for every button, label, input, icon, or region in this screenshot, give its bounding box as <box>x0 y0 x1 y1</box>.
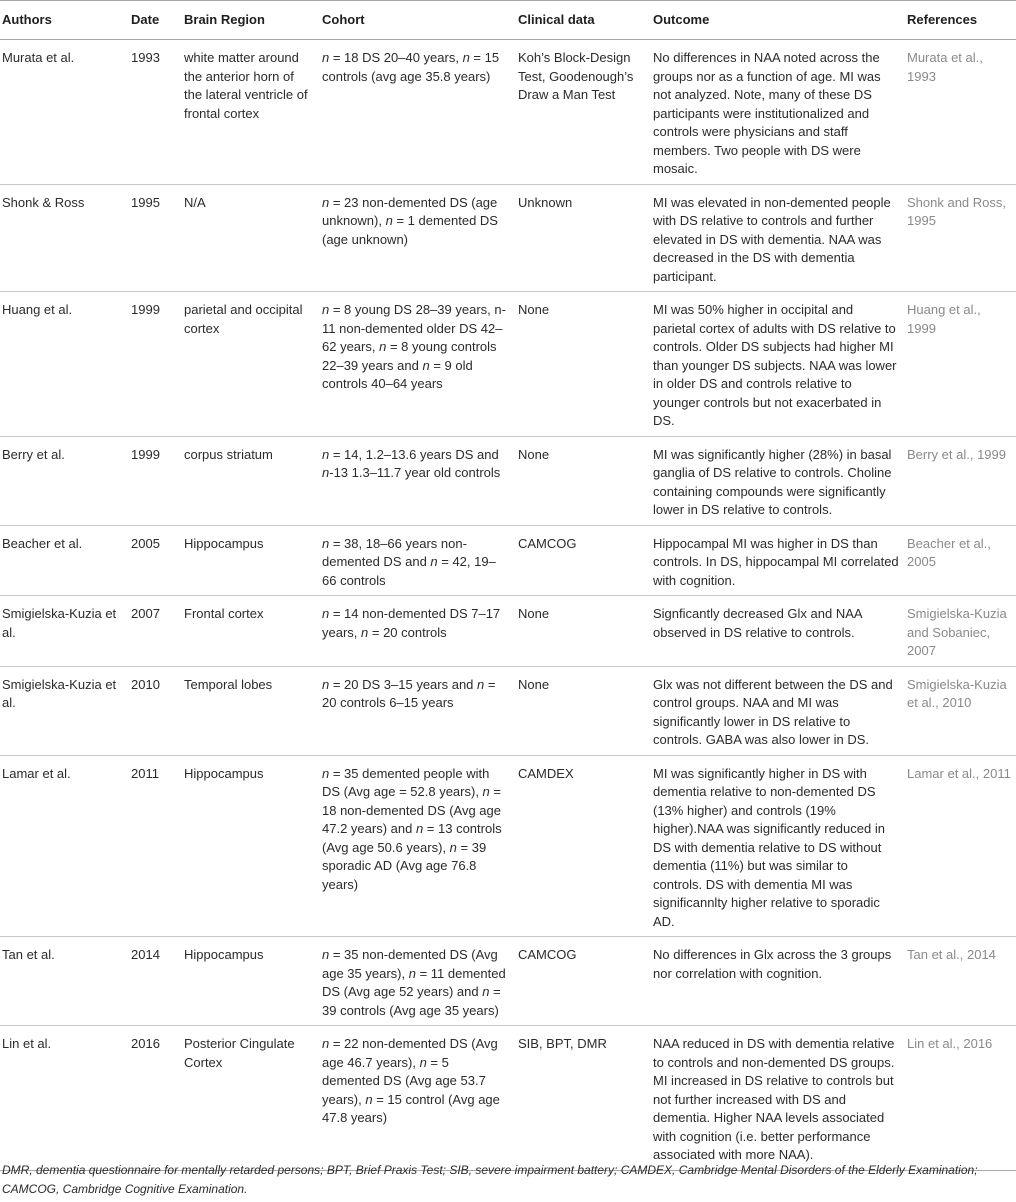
cohort-n-symbol: n <box>322 1036 330 1051</box>
cohort-n-symbol: n <box>482 784 490 799</box>
cell-cohort <box>318 436 514 525</box>
cell-clinical-data: CAMCOG <box>514 525 649 596</box>
cell-reference-link: Berry et al., 1999 <box>903 436 1016 525</box>
cohort-n-symbol: n <box>365 1091 373 1107</box>
cell-date: 1999 <box>127 436 180 525</box>
cell-reference-link: Murata et al., 1993 <box>903 40 1016 185</box>
cell-outcome: Hippocampal MI was higher in DS than controls. In DS, hippocampal MI correlated with cognition. <box>649 525 903 596</box>
cell-clinical-data: None <box>514 436 649 525</box>
cohort-text: = 35 demented people with DS (Avg age = 52.8 years), <box>322 765 490 799</box>
cell-authors: Lamar et al. <box>0 755 127 937</box>
cell-outcome: No differences in NAA noted across the groups nor as a function of age. MI was not analyzed. Note, many of these DS participants were institutionalized and controls were physicians and staff members. Two people with DS were mosaic. <box>649 40 903 185</box>
cell-date: 1993 <box>127 40 180 185</box>
cell-reference-link: Smigielska-Kuzia et al., 2010 <box>903 666 1016 755</box>
cohort-text: = 39 controls (Avg age 35 years) <box>322 984 501 1018</box>
cohort-n-symbol: n <box>322 302 330 317</box>
cell-brain-region: Hippocampus <box>180 525 318 596</box>
cohort-text: = 11 demented DS (Avg age 52 years) and <box>322 965 506 999</box>
cohort-text: = 1 demented DS (age unknown) <box>322 213 498 247</box>
cell-authors: Berry et al. <box>0 436 127 525</box>
cell-outcome: MI was elevated in non-demented people with DS relative to controls and further elevated in DS with dementia. NAA was decreased in the DS with dementia participant. <box>649 184 903 292</box>
cohort-text: = 15 controls (avg age 35.8 years) <box>322 50 500 84</box>
cohort-text: = 18 DS 20–40 years, <box>329 50 463 65</box>
cohort-text: = 22 non-demented DS (Avg age 46.7 years), <box>322 1036 498 1070</box>
cell-reference-link: Beacher et al., 2005 <box>903 525 1016 596</box>
cohort-text: = 20 DS 3–15 years and <box>329 676 478 692</box>
cohort-text: = 18 non-demented DS (Avg age 47.2 years) and <box>322 784 501 836</box>
cell-date: 2014 <box>127 937 180 1026</box>
cell-authors: Tan et al. <box>0 937 127 1026</box>
header-date: Date <box>127 1 180 40</box>
cohort-n-symbol: n <box>462 50 470 65</box>
cohort-text: = 20 controls 6–15 years <box>322 676 496 710</box>
cell-brain-region: Posterior Cingulate Cortex <box>180 1026 318 1171</box>
header-outcome: Outcome <box>649 1 903 40</box>
header-clinical-data: Clinical data <box>514 1 649 40</box>
cell-outcome: MI was 50% higher in occipital and parietal cortex of adults with DS relative to controls. Older DS subjects had higher MI than younger DS subjects. NAA was lower in older DS and controls relative to younger controls but not exacerbated in DS. <box>649 292 903 437</box>
cohort-n-symbol: n <box>379 339 387 354</box>
cell-authors: Smigielska-Kuzia et al. <box>0 596 127 667</box>
cohort-text: = 5 demented DS (Avg age 53.7 years), <box>322 1054 486 1107</box>
table-row <box>0 436 1016 525</box>
cohort-text: = 39 sporadic AD (Avg age 76.8 years) <box>322 839 487 892</box>
cell-outcome: MI was significantly higher in DS with dementia relative to non-demented DS (13% higher) and controls (19% higher).NAA was significantly reduced in DS with dementia relative to DS without dementia (11%) but was similar to controls. DS with dementia MI was significannlty higher relative to sporadic AD. <box>649 755 903 937</box>
table-body <box>0 40 1016 1171</box>
cell-clinical-data: CAMCOG <box>514 937 649 1026</box>
cell-brain-region: Frontal cortex <box>180 596 318 667</box>
cohort-n-symbol: n <box>322 676 330 692</box>
table-footnote: DMR, dementia questionnaire for mentally retarded persons; BPT, Brief Praxis Test; SIB, severe impairment battery; CAMDEX, Cambridge Mental Disorders of the Elderly Examination; CAMCOG, Cambridge Cognitive Examination. <box>2 1163 978 1196</box>
cell-date: 1995 <box>127 184 180 292</box>
cell-reference-link: Lamar et al., 2011 <box>903 755 1016 937</box>
cell-reference-link: Huang et al., 1999 <box>903 292 1016 437</box>
cell-date: 1999 <box>127 292 180 437</box>
header-authors: Authors <box>0 1 127 40</box>
cohort-n-symbol: n <box>422 357 430 373</box>
cohort-n-symbol: n <box>415 821 424 836</box>
cell-authors: Smigielska-Kuzia et al. <box>0 666 127 755</box>
cell-date: 2005 <box>127 525 180 596</box>
cell-cohort <box>318 937 514 1026</box>
cell-reference-link: Shonk and Ross, 1995 <box>903 184 1016 292</box>
table-row <box>0 525 1016 596</box>
cohort-text: = 8 young DS 28–39 years, n-11 non-demented older DS 42–62 years, <box>322 302 506 354</box>
cohort-n-symbol: n <box>322 50 330 65</box>
table-row <box>0 937 1016 1026</box>
cell-cohort <box>318 40 514 185</box>
cell-brain-region: white matter around the anterior horn of the lateral ventricle of frontal cortex <box>180 40 318 185</box>
cohort-text: = 14 non-demented DS 7–17 years, <box>322 606 501 640</box>
cohort-text: -13 1.3–11.7 year old controls <box>329 465 501 480</box>
cohort-n-symbol: n <box>385 213 393 228</box>
cell-outcome: NAA reduced in DS with dementia relative to controls and non-demented DS groups. MI increased in DS relative to controls but not further increased with DS and dementia. Higher NAA levels associated with cognition (i.e. better performance associated with more NAA). <box>649 1026 903 1171</box>
cell-clinical-data: None <box>514 596 649 667</box>
cell-brain-region: Hippocampus <box>180 937 318 1026</box>
table-row <box>0 40 1016 185</box>
cohort-n-symbol: n <box>322 947 330 962</box>
cell-brain-region: N/A <box>180 184 318 292</box>
cell-authors: Lin et al. <box>0 1026 127 1171</box>
cell-reference-link: Smigielska-Kuzia and Sobaniec, 2007 <box>903 596 1016 667</box>
cohort-text: = 9 old controls 40–64 years <box>322 357 473 391</box>
header-brain-region: Brain Region <box>180 1 318 40</box>
header-references: References <box>903 1 1016 40</box>
table-row <box>0 1026 1016 1171</box>
cohort-n-symbol: n <box>322 465 330 480</box>
cohort-text: = 15 control (Avg age 47.8 years) <box>322 1091 500 1125</box>
cohort-n-symbol: n <box>477 676 485 692</box>
table-row <box>0 666 1016 755</box>
cell-clinical-data: CAMDEX <box>514 755 649 937</box>
cell-cohort <box>318 1026 514 1171</box>
cell-outcome: No differences in Glx across the 3 groups nor correlation with cognition. <box>649 937 903 1026</box>
cell-brain-region: Hippocampus <box>180 755 318 937</box>
cell-cohort <box>318 184 514 292</box>
cell-date: 2011 <box>127 755 180 937</box>
cell-cohort <box>318 755 514 937</box>
header-cohort: Cohort <box>318 1 514 40</box>
cell-date: 2016 <box>127 1026 180 1171</box>
cohort-n-symbol: n <box>449 839 457 855</box>
cell-authors: Huang et al. <box>0 292 127 437</box>
header-row <box>0 1 1016 40</box>
cohort-n-symbol: n <box>419 1054 427 1070</box>
cell-brain-region: Temporal lobes <box>180 666 318 755</box>
cohort-n-symbol: n <box>361 624 369 640</box>
cohort-text: = 42, 19–66 controls <box>322 554 496 588</box>
cohort-n-symbol: n <box>322 765 330 781</box>
cohort-text: = 38, 18–66 years non-demented DS and <box>322 535 467 569</box>
cohort-n-symbol: n <box>322 194 330 210</box>
cell-clinical-data: None <box>514 666 649 755</box>
cohort-n-symbol: n <box>430 554 438 569</box>
cell-cohort <box>318 596 514 667</box>
cohort-n-symbol: n <box>482 984 490 999</box>
cohort-n-symbol: n <box>408 965 416 981</box>
cohort-text: = 20 controls <box>368 624 447 640</box>
cell-date: 2007 <box>127 596 180 667</box>
cell-clinical-data: Koh’s Block-Design Test, Goodenough’s Draw a Man Test <box>514 40 649 185</box>
cell-outcome: Glx was not different between the DS and control groups. NAA and MI was significantly lower in DS relative to controls. GABA was also lower in DS. <box>649 666 903 755</box>
cohort-n-symbol: n <box>322 606 330 621</box>
cell-cohort <box>318 292 514 437</box>
cell-outcome: MI was significantly higher (28%) in basal ganglia of DS relative to controls. Choline containing compounds were significantly lower in DS relative to controls. <box>649 436 903 525</box>
table-row <box>0 596 1016 667</box>
cell-date: 2010 <box>127 666 180 755</box>
cell-clinical-data: SIB, BPT, DMR <box>514 1026 649 1171</box>
cell-reference-link: Tan et al., 2014 <box>903 937 1016 1026</box>
cell-reference-link: Lin et al., 2016 <box>903 1026 1016 1171</box>
cohort-text: = 8 young controls 22–39 years and <box>322 339 497 373</box>
table-row <box>0 755 1016 937</box>
cell-cohort <box>318 525 514 596</box>
cell-brain-region: parietal and occipital cortex <box>180 292 318 437</box>
table-row <box>0 292 1016 437</box>
cell-outcome: Signficantly decreased Glx and NAA observed in DS relative to controls. <box>649 596 903 667</box>
cohort-text: = 13 controls (Avg age 50.6 years), <box>322 821 502 855</box>
cohort-text: = 23 non-demented DS (age unknown), <box>322 194 498 228</box>
table-row <box>0 184 1016 292</box>
cell-authors: Murata et al. <box>0 40 127 185</box>
cohort-text: = 14, 1.2–13.6 years DS and <box>329 446 499 462</box>
cell-authors: Shonk & Ross <box>0 184 127 292</box>
cohort-n-symbol: n <box>322 535 330 551</box>
cell-cohort <box>318 666 514 755</box>
cohort-text: = 35 non-demented DS (Avg age 35 years), <box>322 947 498 981</box>
cell-brain-region: corpus striatum <box>180 436 318 525</box>
cell-clinical-data: None <box>514 292 649 437</box>
cell-authors: Beacher et al. <box>0 525 127 596</box>
cohort-n-symbol: n <box>322 446 330 462</box>
cell-clinical-data: Unknown <box>514 184 649 292</box>
